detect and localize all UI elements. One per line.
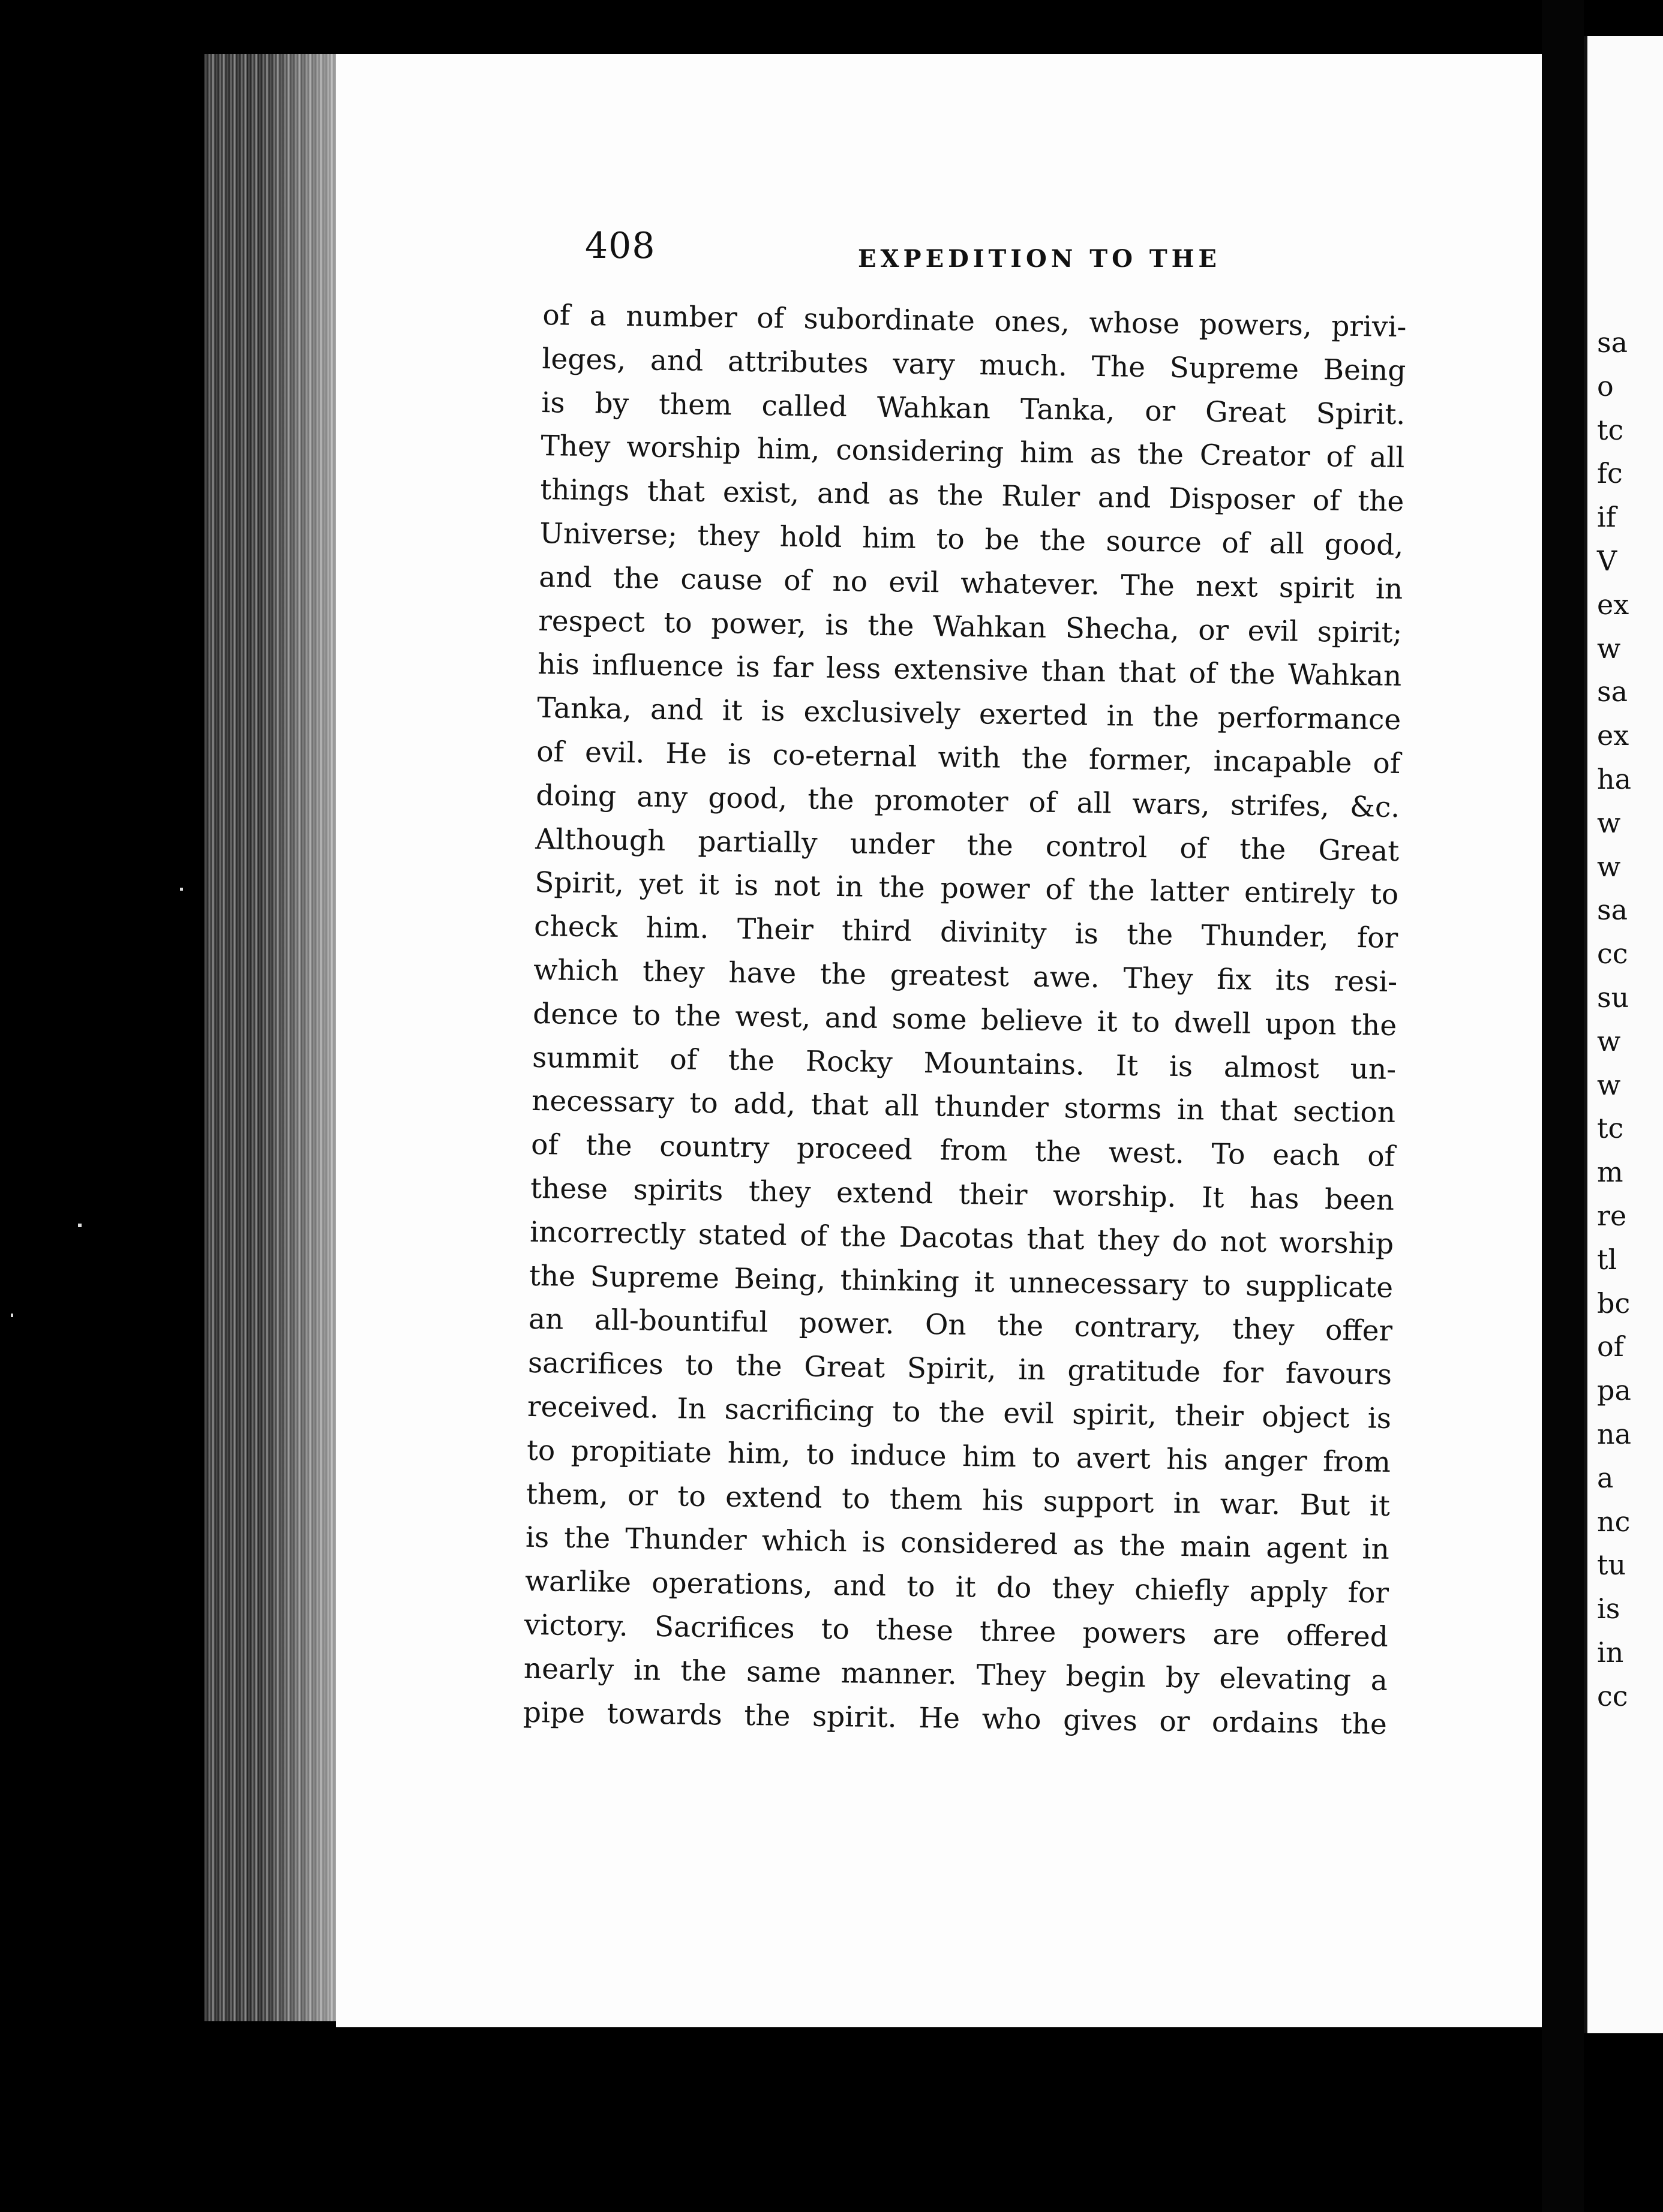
text-line: them, or to extend to them his support in war. But it: [526, 1477, 1391, 1523]
facing-text-fragment: tc: [1597, 413, 1624, 446]
book-gutter: [1542, 0, 1584, 2212]
text-line: and the cause of no evil whatever. The next spirit in: [539, 560, 1403, 606]
text-line: They worship him, considering him as the Creator of all: [541, 429, 1405, 475]
scan-speck: [11, 1314, 13, 1317]
facing-text-fragment: if: [1597, 501, 1616, 534]
text-line: dence to the west, and some believe it to dwell upon the: [532, 997, 1397, 1042]
text-line: sacrifices to the Great Spirit, in gratitude for favours: [527, 1346, 1392, 1392]
scan-speck: [78, 1224, 82, 1227]
text-line: incorrectly stated of the Dacotas that they do not worship: [529, 1215, 1394, 1261]
text-line: things that exist, and as the Ruler and Disposer of the: [540, 473, 1404, 519]
text-line: these spirits they extend their worship. It has been: [530, 1171, 1395, 1217]
facing-text-fragment: w: [1597, 1068, 1621, 1101]
facing-text-fragment: tc: [1597, 1112, 1624, 1145]
text-line: doing any good, the promoter of all wars, strifes, &c.: [535, 779, 1400, 824]
facing-page: [1584, 36, 1663, 2033]
facing-text-fragment: V: [1597, 544, 1617, 577]
facing-text-fragment: is: [1597, 1592, 1620, 1625]
text-line: respect to power, is the Wahkan Shecha, or evil spirit;: [538, 604, 1403, 650]
text-line: an all-bountiful power. On the contrary, they offer: [528, 1303, 1393, 1348]
text-line: is the Thunder which is considered as the main agent in: [525, 1521, 1390, 1567]
facing-text-fragment: ex: [1597, 588, 1629, 621]
facing-text-fragment: cc: [1597, 937, 1628, 970]
text-line: Tanka, and it is exclusively exerted in the performance: [536, 692, 1401, 737]
facing-text-fragment: nc: [1597, 1505, 1631, 1538]
facing-text-fragment: sa: [1597, 326, 1628, 359]
facing-text-fragment: w: [1597, 806, 1621, 839]
facing-text-fragment: pa: [1597, 1374, 1631, 1407]
facing-text-fragment: tu: [1597, 1549, 1626, 1582]
text-line: pipe towards the spirit. He who gives or ordains the: [523, 1696, 1388, 1741]
page-number: 408: [585, 225, 656, 267]
text-line: summit of the Rocky Mountains. It is almost un-: [532, 1041, 1397, 1086]
facing-page-edge: [1584, 36, 1587, 2033]
text-line: his influence is far less extensive than that of the Wahkan: [537, 648, 1402, 693]
text-line: received. In sacrificing to the evil spirit, their object is: [527, 1390, 1392, 1435]
facing-text-fragment: w: [1597, 632, 1621, 665]
text-line: victory. Sacrifices to these three powers are offered: [524, 1608, 1389, 1654]
facing-text-fragment: of: [1597, 1330, 1624, 1363]
text-line: of a number of subordinate ones, whose powers, privi-: [542, 298, 1407, 344]
facing-page-text: [1597, 321, 1631, 1718]
facing-text-fragment: su: [1597, 981, 1629, 1014]
facing-text-fragment: w: [1597, 850, 1621, 883]
facing-text-fragment: sa: [1597, 675, 1628, 708]
running-head: EXPEDITION TO THE: [858, 245, 1221, 273]
facing-text-fragment: re: [1597, 1199, 1627, 1232]
text-line: necessary to add, that all thunder storms in that section: [531, 1084, 1396, 1130]
body-text: [523, 294, 1406, 1747]
text-line: the Supreme Being, thinking it unnecessary to supplicate: [529, 1259, 1394, 1305]
facing-text-fragment: tl: [1597, 1243, 1617, 1276]
facing-text-fragment: m: [1597, 1156, 1623, 1189]
text-line: to propitiate him, to induce him to avert his anger from: [526, 1433, 1391, 1479]
text-line: of the country proceed from the west. To each of: [530, 1128, 1395, 1174]
facing-text-fragment: in: [1597, 1636, 1624, 1669]
facing-text-fragment: a: [1597, 1461, 1614, 1494]
text-line: of evil. He is co-eternal with the former, incapable of: [536, 735, 1401, 780]
facing-text-fragment: na: [1597, 1417, 1632, 1450]
facing-text-fragment: bc: [1597, 1287, 1631, 1320]
facing-text-fragment: ex: [1597, 719, 1629, 752]
scan-speck: [180, 888, 183, 891]
text-line: warlike operations, and to it do they chiefly apply for: [524, 1564, 1389, 1610]
text-line: is by them called Wahkan Tanka, or Great Spirit.: [541, 386, 1406, 431]
text-line: Universe; they hold him to be the source of all good,: [539, 516, 1404, 563]
text-line: leges, and attributes vary much. The Supreme Being: [542, 342, 1406, 387]
text-line: Spirit, yet it is not in the power of the latter entirely to: [534, 866, 1399, 912]
page-edges-highlight: [264, 54, 342, 2021]
facing-text-fragment: o: [1597, 369, 1614, 402]
facing-text-fragment: w: [1597, 1024, 1621, 1057]
facing-text-fragment: sa: [1597, 894, 1628, 927]
facing-text-fragment: cc: [1597, 1679, 1628, 1712]
text-line: nearly in the same manner. They begin by elevating a: [523, 1652, 1388, 1697]
text-line: Although partially under the control of the Great: [535, 822, 1400, 868]
text-line: which they have the greatest awe. They fix its resi-: [533, 953, 1398, 999]
facing-text-fragment: fc: [1597, 457, 1623, 490]
text-line: check him. Their third divinity is the Thunder, for: [533, 910, 1398, 955]
facing-text-fragment: ha: [1597, 762, 1632, 795]
